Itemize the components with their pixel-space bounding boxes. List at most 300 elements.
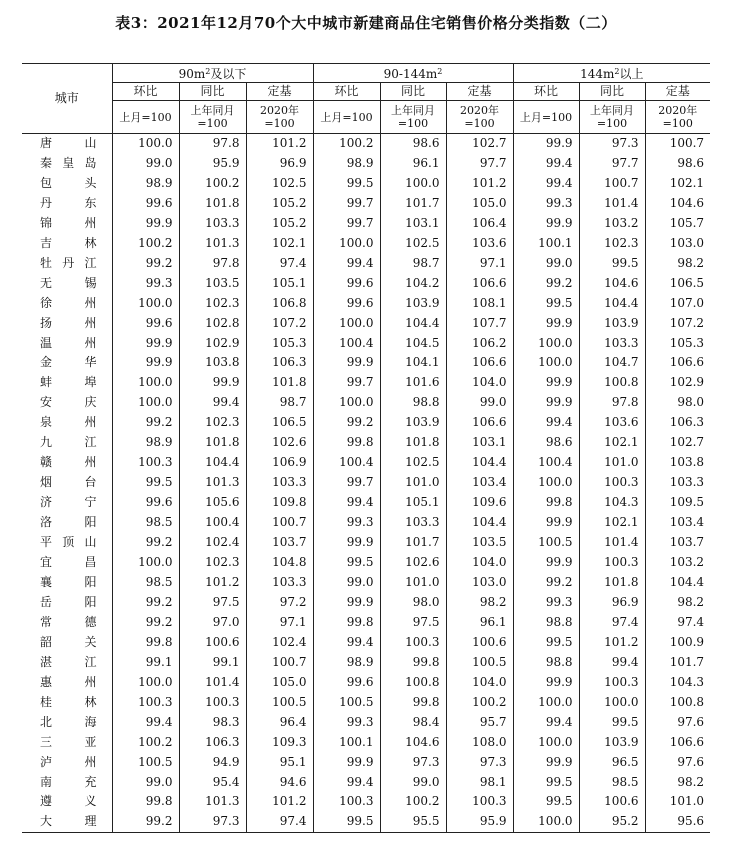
city-name: 济宁	[22, 493, 112, 513]
city-name: 襄阳	[22, 573, 112, 593]
index-value: 103.1	[380, 214, 446, 234]
table-row	[22, 194, 710, 214]
city-name: 三亚	[22, 733, 112, 753]
index-value: 96.5	[579, 753, 645, 773]
index-value: 99.5	[513, 294, 579, 314]
index-value: 104.0	[446, 553, 513, 573]
index-value: 102.5	[380, 234, 446, 254]
table-row	[22, 653, 710, 673]
city-name: 北海	[22, 713, 112, 733]
index-value: 100.7	[669, 136, 705, 150]
index-value: 99.2	[313, 413, 380, 433]
index-value: 99.4	[313, 773, 380, 793]
index-value: 95.9	[446, 812, 513, 832]
index-value: 100.6	[179, 633, 246, 653]
table-body	[22, 134, 710, 833]
index-value: 97.3	[179, 812, 246, 832]
index-value: 99.5	[313, 553, 380, 573]
index-value: 105.0	[246, 673, 313, 693]
index-value: 97.5	[179, 593, 246, 613]
index-value: 99.7	[313, 473, 380, 493]
index-value: 102.6	[380, 553, 446, 573]
index-value: 105.3	[669, 335, 705, 350]
table-row	[22, 314, 710, 334]
index-value: 101.4	[579, 533, 645, 553]
index-value: 99.0	[313, 573, 380, 593]
index-value: 105.7	[669, 215, 705, 230]
index-value: 99.9	[313, 593, 380, 613]
city-name: 宜昌	[22, 553, 112, 573]
index-value: 104.6	[579, 274, 645, 294]
index-value: 105.2	[246, 214, 313, 234]
index-value: 103.4	[669, 515, 705, 530]
index-value: 99.9	[112, 353, 179, 373]
index-value: 95.2	[579, 812, 645, 832]
index-value: 100.3	[446, 792, 513, 812]
table-row	[22, 533, 710, 553]
index-value: 109.3	[246, 733, 313, 753]
city-name: 无锡	[22, 274, 112, 294]
sub-header-yoy: 同比	[579, 83, 645, 101]
index-value: 98.9	[313, 154, 380, 174]
index-value: 94.9	[179, 753, 246, 773]
index-value: 100.3	[579, 673, 645, 693]
table-row	[22, 513, 710, 533]
index-value: 101.8	[179, 194, 246, 214]
index-value: 98.5	[112, 513, 179, 533]
city-name: 烟台	[22, 473, 112, 493]
index-value: 109.6	[446, 493, 513, 513]
index-value: 99.1	[179, 653, 246, 673]
base-label: 上月=100	[313, 101, 380, 134]
index-value: 99.9	[313, 353, 380, 373]
index-value: 101.8	[179, 433, 246, 453]
index-value: 103.3	[179, 214, 246, 234]
index-value: 98.7	[246, 393, 313, 413]
index-value: 100.0	[513, 473, 579, 493]
city-name: 泸州	[22, 753, 112, 773]
index-value: 99.3	[313, 513, 380, 533]
index-value: 103.6	[446, 234, 513, 254]
table-row	[22, 713, 710, 733]
index-value: 100.4	[179, 513, 246, 533]
index-value: 100.1	[313, 733, 380, 753]
sub-header-mom: 环比	[112, 83, 179, 101]
index-value: 101.7	[380, 194, 446, 214]
index-value: 100.3	[112, 693, 179, 713]
index-value: 99.0	[446, 393, 513, 413]
base-label: 2020年 =100	[446, 101, 513, 134]
index-value: 99.6	[112, 314, 179, 334]
index-value: 104.4	[669, 574, 705, 589]
index-value: 102.1	[246, 234, 313, 254]
index-value: 100.8	[669, 694, 705, 709]
index-value: 99.4	[112, 713, 179, 733]
index-value: 104.0	[446, 373, 513, 393]
index-value: 100.8	[380, 673, 446, 693]
index-value: 99.4	[513, 713, 579, 733]
index-value: 102.7	[669, 435, 705, 450]
city-name: 常德	[22, 613, 112, 633]
index-value: 100.0	[112, 373, 179, 393]
index-value: 105.3	[246, 334, 313, 354]
city-column-header: 城市	[22, 64, 112, 134]
index-value: 106.6	[446, 274, 513, 294]
city-name: 韶关	[22, 633, 112, 653]
base-label: 上年同月 =100	[579, 101, 645, 134]
index-value: 106.6	[446, 413, 513, 433]
index-value: 99.4	[513, 154, 579, 174]
index-value: 98.5	[112, 573, 179, 593]
index-value: 103.8	[669, 455, 705, 470]
index-value: 96.1	[446, 613, 513, 633]
index-value: 99.5	[579, 713, 645, 733]
index-value: 106.6	[669, 355, 705, 370]
index-value: 99.9	[513, 314, 579, 334]
index-value: 96.9	[246, 154, 313, 174]
index-value: 100.5	[313, 693, 380, 713]
index-value: 99.6	[313, 673, 380, 693]
index-value: 100.0	[579, 693, 645, 713]
index-value: 100.7	[246, 513, 313, 533]
group-header: $90m^2$及以下	[112, 64, 313, 83]
index-value: 99.6	[112, 493, 179, 513]
index-value: 100.2	[380, 792, 446, 812]
sub-header-mom: 环比	[313, 83, 380, 101]
index-value: 97.7	[579, 154, 645, 174]
index-value: 99.9	[513, 753, 579, 773]
index-value: 99.5	[313, 174, 380, 194]
index-value: 104.5	[380, 334, 446, 354]
index-value: 98.0	[677, 395, 705, 410]
index-value: 108.0	[446, 733, 513, 753]
table-row	[22, 493, 710, 513]
index-value: 105.1	[246, 274, 313, 294]
index-value: 99.9	[513, 373, 579, 393]
index-value: 100.0	[112, 393, 179, 413]
index-value: 101.3	[179, 234, 246, 254]
table-row	[22, 214, 710, 234]
index-value: 98.2	[677, 774, 705, 789]
index-value: 100.2	[112, 234, 179, 254]
table-row	[22, 413, 710, 433]
city-name: 惠州	[22, 673, 112, 693]
index-value: 103.2	[579, 214, 645, 234]
index-value: 103.7	[246, 533, 313, 553]
index-value: 98.8	[380, 393, 446, 413]
index-value: 99.4	[313, 254, 380, 274]
index-value: 98.6	[380, 134, 446, 154]
index-value: 108.1	[446, 294, 513, 314]
index-value: 101.3	[179, 792, 246, 812]
index-value: 101.8	[246, 373, 313, 393]
index-value: 106.3	[179, 733, 246, 753]
city-name: 岳阳	[22, 593, 112, 613]
index-value: 101.2	[246, 792, 313, 812]
sub-header-mom: 环比	[513, 83, 579, 101]
table-row	[22, 373, 710, 393]
index-value: 99.6	[313, 274, 380, 294]
index-value: 95.6	[645, 812, 710, 832]
city-name: 锦州	[22, 214, 112, 234]
index-value: 98.2	[677, 594, 705, 609]
table-row	[22, 773, 710, 793]
index-value: 100.0	[513, 353, 579, 373]
index-value: 99.2	[112, 613, 179, 633]
index-value: 100.0	[380, 174, 446, 194]
city-name: 湛江	[22, 653, 112, 673]
index-value: 97.8	[179, 254, 246, 274]
index-value: 101.6	[380, 373, 446, 393]
index-value: 103.9	[579, 314, 645, 334]
table-row	[22, 792, 710, 812]
index-value: 96.4	[246, 713, 313, 733]
index-value: 99.2	[513, 573, 579, 593]
table-row	[22, 473, 710, 493]
table-row	[22, 812, 710, 832]
index-value: 103.5	[179, 274, 246, 294]
index-value: 105.6	[179, 493, 246, 513]
table-row	[22, 353, 710, 373]
table-row	[22, 334, 710, 354]
index-value: 99.0	[112, 154, 179, 174]
index-value: 98.0	[380, 593, 446, 613]
index-value: 102.9	[179, 334, 246, 354]
index-value: 97.2	[246, 593, 313, 613]
index-value: 98.8	[513, 653, 579, 673]
city-name: 徐州	[22, 294, 112, 314]
index-value: 104.4	[179, 453, 246, 473]
index-value: 106.5	[669, 275, 705, 290]
index-value: 100.0	[112, 294, 179, 314]
index-value: 106.8	[246, 294, 313, 314]
city-name: 大理	[22, 812, 112, 832]
city-name: 桂林	[22, 693, 112, 713]
index-value: 100.3	[112, 453, 179, 473]
index-value: 104.3	[669, 674, 705, 689]
index-value: 102.1	[579, 513, 645, 533]
index-value: 100.6	[446, 633, 513, 653]
index-value: 104.4	[446, 513, 513, 533]
index-value: 102.9	[669, 375, 705, 390]
index-value: 100.0	[313, 314, 380, 334]
index-value: 101.7	[669, 654, 705, 669]
index-value: 99.2	[513, 274, 579, 294]
index-value: 102.3	[179, 413, 246, 433]
base-label: 上月=100	[112, 101, 179, 134]
index-value: 99.4	[313, 493, 380, 513]
index-value: 104.4	[579, 294, 645, 314]
index-value: 97.4	[677, 614, 705, 629]
city-name: 吉林	[22, 234, 112, 254]
index-value: 103.0	[446, 573, 513, 593]
index-value: 95.9	[179, 154, 246, 174]
index-value: 99.4	[179, 393, 246, 413]
city-name: 扬州	[22, 314, 112, 334]
index-value: 99.3	[513, 194, 579, 214]
index-value: 100.7	[579, 174, 645, 194]
table-row	[22, 234, 710, 254]
index-value: 98.2	[446, 593, 513, 613]
index-value: 100.0	[513, 693, 579, 713]
index-value: 98.1	[446, 773, 513, 793]
index-value: 104.6	[669, 195, 705, 210]
index-value: 100.0	[313, 234, 380, 254]
index-value: 99.4	[313, 633, 380, 653]
city-name: 平顶山	[22, 533, 112, 553]
index-value: 104.0	[446, 673, 513, 693]
sub-header-base: 定基	[446, 83, 513, 101]
index-value: 100.3	[313, 792, 380, 812]
index-value: 99.9	[313, 533, 380, 553]
index-value: 99.2	[112, 593, 179, 613]
index-value: 99.2	[112, 413, 179, 433]
index-value: 101.8	[380, 433, 446, 453]
index-value: 101.2	[579, 633, 645, 653]
table-row	[22, 393, 710, 413]
index-value: 100.3	[579, 553, 645, 573]
index-value: 100.0	[313, 393, 380, 413]
index-value: 99.9	[313, 753, 380, 773]
index-value: 100.5	[246, 693, 313, 713]
index-value: 100.3	[579, 473, 645, 493]
index-value: 99.0	[112, 773, 179, 793]
index-value: 102.8	[179, 314, 246, 334]
index-value: 99.9	[179, 373, 246, 393]
index-value: 104.3	[579, 493, 645, 513]
index-value: 101.8	[579, 573, 645, 593]
index-value: 101.4	[179, 673, 246, 693]
index-value: 103.5	[446, 533, 513, 553]
index-value: 99.8	[380, 653, 446, 673]
index-value: 99.7	[313, 373, 380, 393]
index-value: 94.6	[246, 773, 313, 793]
table-row	[22, 693, 710, 713]
index-value: 99.3	[112, 274, 179, 294]
index-value: 99.9	[112, 214, 179, 234]
index-value: 107.7	[446, 314, 513, 334]
index-value: 99.6	[313, 294, 380, 314]
index-value: 99.9	[112, 334, 179, 354]
index-value: 99.5	[313, 812, 380, 832]
city-name: 遵义	[22, 792, 112, 812]
index-value: 107.2	[669, 315, 705, 330]
index-value: 97.3	[579, 134, 645, 154]
index-value: 99.8	[313, 433, 380, 453]
index-value: 104.8	[246, 553, 313, 573]
index-value: 105.2	[246, 194, 313, 214]
index-value: 99.9	[513, 513, 579, 533]
index-value: 101.0	[380, 473, 446, 493]
index-value: 99.4	[579, 653, 645, 673]
table-row	[22, 174, 710, 194]
index-value: 99.7	[313, 194, 380, 214]
index-value: 100.4	[313, 334, 380, 354]
index-value: 99.5	[579, 254, 645, 274]
index-value: 101.0	[380, 573, 446, 593]
index-value: 102.3	[179, 294, 246, 314]
city-name: 包头	[22, 174, 112, 194]
index-value: 99.9	[513, 214, 579, 234]
table-row	[22, 453, 710, 473]
index-value: 103.0	[669, 235, 705, 250]
index-value: 99.8	[513, 493, 579, 513]
city-name: 丹东	[22, 194, 112, 214]
index-value: 103.2	[669, 555, 705, 570]
index-value: 99.9	[513, 553, 579, 573]
index-value: 96.9	[579, 593, 645, 613]
table-row	[22, 633, 710, 653]
index-value: 103.3	[246, 473, 313, 493]
index-value: 99.3	[313, 713, 380, 733]
index-value: 99.8	[380, 693, 446, 713]
city-name: 蚌埠	[22, 373, 112, 393]
page-title: 表3：2021年12月70个大中城市新建商品住宅销售价格分类指数（二）	[115, 14, 617, 32]
index-value: 99.5	[513, 773, 579, 793]
index-value: 98.9	[112, 174, 179, 194]
index-value: 106.6	[446, 353, 513, 373]
index-value: 98.8	[513, 613, 579, 633]
index-value: 99.1	[112, 653, 179, 673]
table-row	[22, 673, 710, 693]
index-value: 101.0	[579, 453, 645, 473]
index-value: 100.5	[446, 653, 513, 673]
table-row	[22, 433, 710, 453]
index-value: 101.0	[669, 794, 705, 809]
index-value: 98.7	[380, 254, 446, 274]
index-value: 103.1	[446, 433, 513, 453]
index-value: 100.0	[112, 673, 179, 693]
index-value: 102.6	[246, 433, 313, 453]
index-value: 99.9	[513, 393, 579, 413]
index-value: 100.5	[513, 533, 579, 553]
index-value: 100.2	[112, 733, 179, 753]
sub-header-yoy: 同比	[380, 83, 446, 101]
index-value: 97.8	[179, 134, 246, 154]
index-value: 103.3	[246, 573, 313, 593]
index-value: 103.3	[579, 334, 645, 354]
index-value: 103.3	[669, 475, 705, 490]
index-value: 99.5	[513, 792, 579, 812]
index-value: 106.9	[246, 453, 313, 473]
index-value: 104.6	[380, 733, 446, 753]
index-value: 95.4	[179, 773, 246, 793]
index-value: 97.3	[446, 753, 513, 773]
city-name: 南充	[22, 773, 112, 793]
index-value: 98.4	[380, 713, 446, 733]
index-value: 109.8	[246, 493, 313, 513]
group-header: $90-144m^2$	[313, 64, 513, 83]
base-label: 2020年 =100	[246, 101, 313, 134]
index-value: 99.0	[380, 773, 446, 793]
sub-header-yoy: 同比	[179, 83, 246, 101]
index-value: 102.4	[179, 533, 246, 553]
index-value: 99.4	[513, 413, 579, 433]
index-value: 100.5	[112, 753, 179, 773]
index-value: 95.1	[246, 753, 313, 773]
index-value: 100.2	[179, 174, 246, 194]
index-value: 107.2	[246, 314, 313, 334]
index-value: 100.3	[380, 633, 446, 653]
index-value: 97.1	[246, 613, 313, 633]
city-name: 温州	[22, 334, 112, 354]
index-value: 99.5	[112, 473, 179, 493]
base-label: 上年同月 =100	[179, 101, 246, 134]
city-name: 金华	[22, 353, 112, 373]
index-value: 97.6	[677, 714, 705, 729]
index-value: 98.2	[677, 255, 705, 270]
index-value: 100.6	[579, 792, 645, 812]
